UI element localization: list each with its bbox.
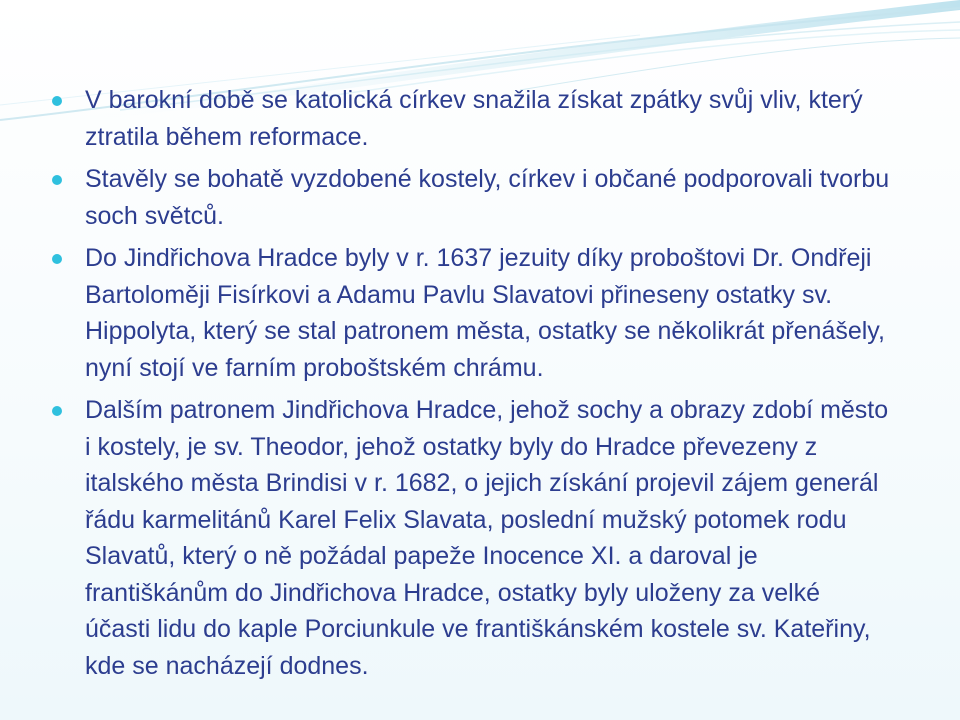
bullet-dot-icon [52, 96, 62, 106]
bullet-text: Do Jindřichova Hradce byly v r. 1637 jezuity díky proboštovi Dr. Ondřeji Bartoloměji Fisírkovi a Adamu Pavlu Slavatovi přineseny ostatky sv. Hippolyta, který se stal patronem města, ostatky se několikrát přenášely, nyní stojí ve farním proboštském chrámu. [85, 244, 885, 382]
bullet-dot-icon [52, 175, 62, 185]
bullet-item [52, 392, 892, 684]
bullet-text: Dalším patronem Jindřichova Hradce, jehož sochy a obrazy zdobí město i kostely, je sv. Theodor, jehož ostatky byly do Hradce převezeny z italského města Brindisi v r. 1682, o jejich získání projevil zájem generál řádu karmelitánů Karel Felix Slavata, poslední mužský potomek rodu Slavatů, který o ně požádal papeže Inocence XI. a daroval je františkánům do Jindřichova Hradce, ostatky byly uloženy za velké účasti lidu do kaple Porciunkule ve františkánském kostele sv. Kateřiny, kde se nacházejí dodnes. [85, 396, 889, 680]
bullet-item [52, 161, 892, 234]
bullet-text: Stavěly se bohatě vyzdobené kostely, církev i občané podporovali tvorbu soch světců. [85, 165, 890, 230]
bullet-text: V barokní době se katolická církev snažila získat zpátky svůj vliv, který ztratila během reformace. [85, 86, 863, 151]
bullet-dot-icon [52, 254, 62, 264]
bullet-item [52, 82, 892, 155]
bullet-item [52, 240, 892, 386]
bullet-list [52, 82, 892, 690]
bullet-dot-icon [52, 406, 62, 416]
